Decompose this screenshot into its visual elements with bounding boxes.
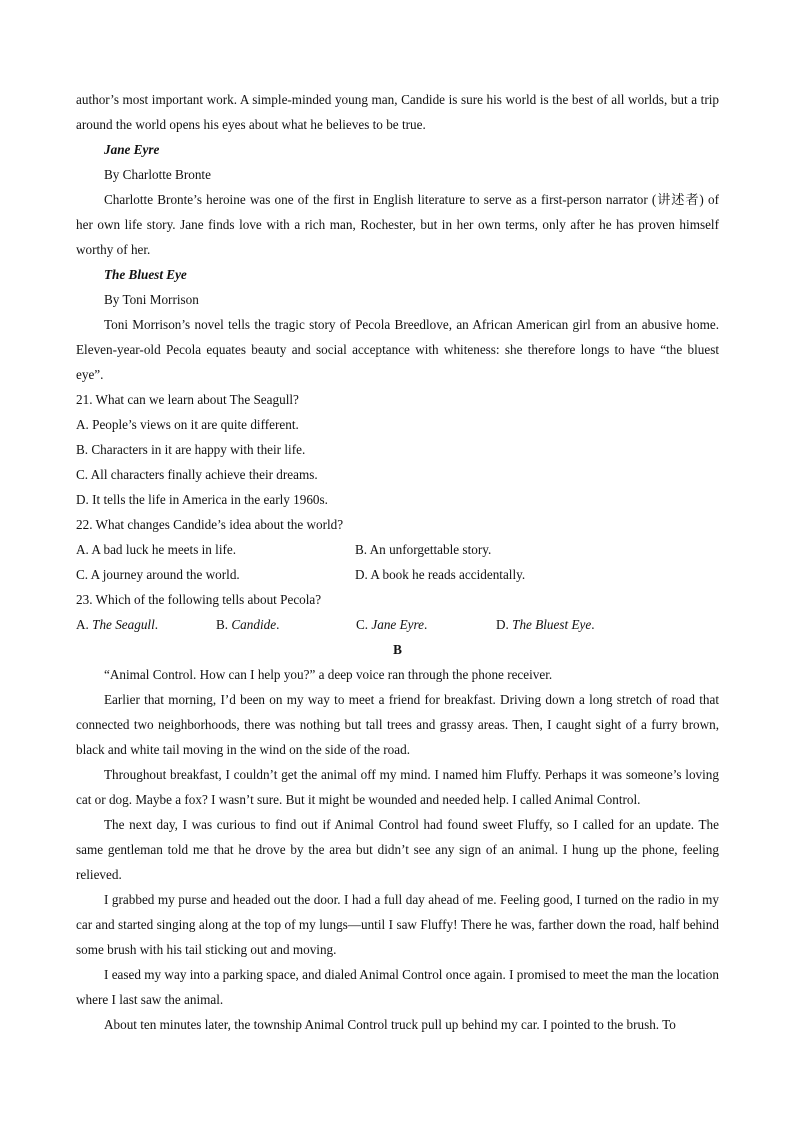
story-paragraph: Earlier that morning, I’d been on my way to meet a friend for breakfast. Driving down a long stretch of road that connected two neighborhoods, there was nothing but tall trees and grassy areas. Then, I caught sight of a furry brown, black and white tail moving in the wind on the side of the road.: [76, 692, 719, 757]
option: B. Candide.: [216, 617, 280, 632]
story-paragraph: I grabbed my purse and headed out the door. I had a full day ahead of me. Feeling good, I turned on the radio in my car and started singing along at the top of my lungs—until I saw Fluffy! There he was, farther down the road, half behind some brush with his tail sticking out and moving.: [76, 892, 719, 957]
story-paragraph: Throughout breakfast, I couldn’t get the animal off my mind. I named him Fluffy. Perhaps it was someone’s loving cat or dog. Maybe a fox? I wasn’t sure. But it might be wounded and needed help. I called Animal Control.: [76, 767, 719, 807]
book-author: By Charlotte Bronte: [104, 167, 211, 182]
option-row: [76, 562, 719, 587]
document-page: [76, 87, 719, 1037]
option: D. The Bluest Eye.: [496, 617, 595, 632]
question-stem: 21. What can we learn about The Seagull?: [76, 392, 299, 407]
option: A. The Seagull.: [76, 617, 159, 632]
option: D. A book he reads accidentally.: [355, 567, 526, 582]
question-stem: 22. What changes Candide’s idea about the world?: [76, 517, 344, 532]
book-entry-jane-eyre: [76, 137, 719, 262]
option: C. Jane Eyre.: [356, 617, 428, 632]
book-description: Charlotte Bronte’s heroine was one of the first in English literature to serve as a first-person narrator (讲述者) of her own life story. Jane finds love with a rich man, Rochester, but in her own terms, only after he has proven himself worthy of her.: [76, 192, 719, 257]
book-title: Jane Eyre: [104, 142, 160, 157]
option: B. Characters in it are happy with their life.: [76, 442, 306, 457]
option-row: [76, 612, 719, 637]
option: C. A journey around the world.: [76, 567, 240, 582]
option-row: [76, 537, 719, 562]
story-paragraph: I eased my way into a parking space, and dialed Animal Control once again. I promised to meet the man the location where I last saw the animal.: [76, 967, 719, 1007]
question-22: [76, 512, 719, 587]
section-heading: B: [393, 642, 402, 657]
book-title: The Bluest Eye: [104, 267, 187, 282]
candide-description-end: author’s most important work. A simple-minded young man, Candide is sure his world is the best of all worlds, but a trip around the world opens his eyes about what he believes to be true.: [76, 92, 719, 132]
question-21: [76, 387, 719, 512]
story-paragraph: “Animal Control. How can I help you?” a deep voice ran through the phone receiver.: [104, 667, 553, 682]
question-23: [76, 587, 719, 637]
option: B. An unforgettable story.: [355, 542, 492, 557]
book-description: Toni Morrison’s novel tells the tragic story of Pecola Breedlove, an African American girl from an abusive home. Eleven-year-old Pecola equates beauty and social acceptance with whiteness: she therefore longs to have “the bluest eye”.: [76, 317, 719, 382]
question-stem: 23. Which of the following tells about Pecola?: [76, 592, 322, 607]
option: C. All characters finally achieve their dreams.: [76, 467, 318, 482]
story-paragraph: About ten minutes later, the township Animal Control truck pull up behind my car. I pointed to the brush. To: [104, 1017, 676, 1032]
option: D. It tells the life in America in the early 1960s.: [76, 492, 328, 507]
option: A. People’s views on it are quite different.: [76, 417, 299, 432]
book-author: By Toni Morrison: [104, 292, 199, 307]
option: A. A bad luck he meets in life.: [76, 542, 237, 557]
book-entry-bluest-eye: [76, 262, 719, 387]
story-paragraph: The next day, I was curious to find out if Animal Control had found sweet Fluffy, so I called for an update. The same gentleman told me that he drove by the area but didn’t see any sign of an animal. I hung up the phone, feeling relieved.: [76, 817, 719, 882]
